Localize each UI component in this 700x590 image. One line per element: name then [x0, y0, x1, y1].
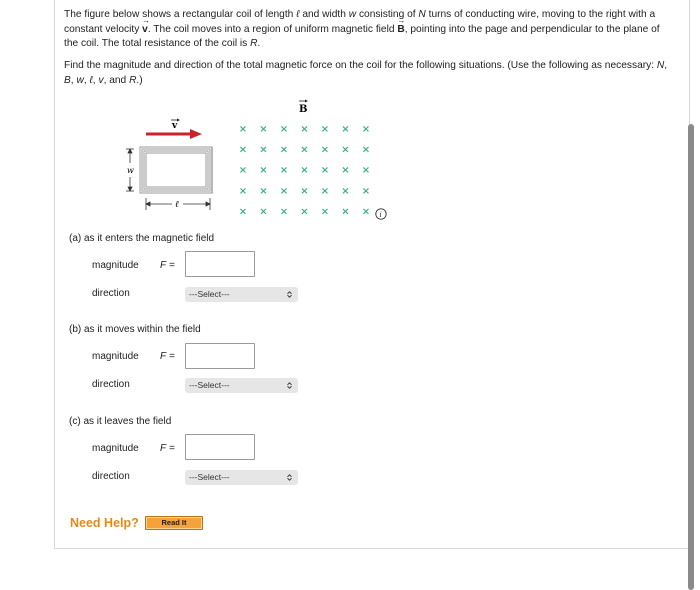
field-cross-mark: × — [361, 124, 371, 135]
part-a-equals-sign: = — [169, 260, 175, 271]
part-c-magnitude-label: magnitude — [92, 443, 139, 454]
math-symbol: w — [76, 74, 84, 86]
part-c-direction-select[interactable] — [185, 470, 298, 485]
vector-symbol: → v — [142, 23, 148, 38]
select-chevron-icon — [286, 291, 293, 298]
field-cross-mark: × — [279, 124, 289, 135]
part-a-direction-value: ---Select--- — [189, 289, 230, 299]
text-run: turns of conducting wire, moving to the right with a constant velocity — [64, 9, 656, 35]
math-symbol: ℓ — [296, 9, 300, 20]
field-cross-mark: × — [238, 185, 248, 197]
field-cross-mark: × — [238, 165, 248, 177]
part-a-direction-select[interactable] — [185, 287, 298, 302]
info-icon-glyph: i — [379, 210, 382, 219]
text-run: and width — [299, 9, 349, 20]
problem-statement — [64, 8, 674, 52]
part-a-direction-label: direction — [92, 288, 130, 299]
text-run: , — [83, 74, 90, 86]
field-cross-mark: × — [300, 206, 309, 218]
part-a-magnitude-label: magnitude — [92, 260, 139, 271]
info-icon[interactable] — [376, 209, 386, 219]
width-label: w — [127, 166, 134, 175]
field-cross-mark: × — [341, 124, 350, 135]
field-cross-mark: × — [300, 185, 309, 197]
scrollbar[interactable] — [688, 124, 694, 590]
field-label: B — [299, 104, 308, 115]
field-cross-mark: × — [259, 206, 268, 218]
part-a-f-symbol: F — [160, 260, 167, 271]
field-cross-mark: × — [361, 144, 371, 156]
math-symbol: B — [64, 74, 71, 86]
text-run: , and — [103, 74, 130, 86]
field-cross-mark: × — [361, 206, 371, 218]
field-cross-mark: × — [341, 185, 350, 197]
text-run: consisting of — [356, 9, 419, 20]
part-a-label: (a) as it enters the magnetic field — [69, 233, 215, 244]
part-c-magnitude-input[interactable] — [185, 434, 255, 460]
math-symbol: w — [348, 9, 357, 20]
field-cross-mark: × — [259, 144, 268, 156]
part-c-equals-sign: = — [169, 443, 175, 454]
field-cross-mark: × — [238, 124, 248, 135]
vector-symbol: → B — [397, 23, 404, 38]
part-b-direction-label: direction — [92, 379, 130, 390]
part-b-magnitude-input[interactable] — [185, 343, 255, 369]
text-run: , — [664, 60, 668, 71]
math-symbol: R — [250, 38, 258, 49]
field-cross-mark: × — [300, 144, 309, 156]
math-symbol: N — [656, 60, 665, 71]
part-c-f-symbol: F — [160, 443, 167, 454]
part-c-label: (c) as it leaves the field — [69, 416, 172, 427]
problem-instructions — [64, 59, 674, 88]
field-cross-mark: × — [259, 185, 268, 197]
text-run: The figure below shows a rectangular coil of length — [64, 9, 297, 20]
read-it-button[interactable]: Read It — [145, 516, 203, 530]
field-cross-mark: × — [300, 165, 309, 177]
part-b-direction-select[interactable] — [185, 378, 298, 393]
part-c-direction-label: direction — [92, 471, 130, 482]
field-cross-mark: × — [279, 165, 289, 177]
field-cross-mark: × — [320, 144, 330, 156]
field-cross-mark: × — [238, 144, 248, 156]
velocity-label: v — [172, 121, 178, 131]
part-a-f-equals — [160, 260, 175, 271]
field-cross-mark: × — [361, 165, 371, 177]
field-cross-mark: × — [300, 124, 309, 135]
field-cross-mark: × — [320, 165, 330, 177]
text-run: Find the magnitude and direction of the total magnetic force on the coil for the following situations. (Use the following as necessary: — [64, 60, 657, 71]
field-cross-mark: × — [279, 144, 289, 156]
field-cross-mark: × — [341, 165, 350, 177]
length-label: ℓ — [175, 200, 179, 210]
field-cross-mark: × — [259, 165, 268, 177]
text-run: . The coil moves into a region of uniform magnetic field — [147, 23, 398, 35]
part-b-direction-value: ---Select--- — [189, 380, 230, 390]
part-a-magnitude-input[interactable] — [185, 251, 255, 277]
math-symbol: N — [418, 9, 426, 20]
field-cross-mark: × — [238, 206, 248, 218]
math-symbol: v — [98, 74, 104, 86]
part-b-magnitude-label: magnitude — [92, 351, 139, 362]
part-b-f-equals — [160, 351, 175, 362]
part-c-direction-value: ---Select--- — [189, 472, 230, 482]
text-run: , — [92, 74, 99, 86]
math-symbol: ℓ — [89, 74, 93, 86]
select-chevron-icon — [286, 382, 293, 389]
text-run: , — [70, 74, 77, 86]
field-cross-mark: × — [279, 206, 289, 218]
text-run: , pointing into the page and perpendicular to the plane of the coil. The total resistance of the coil is — [64, 23, 660, 49]
select-chevron-icon — [286, 474, 293, 481]
field-cross-mark: × — [279, 185, 289, 197]
field-cross-mark: × — [341, 206, 350, 218]
field-cross-mark: × — [320, 124, 330, 135]
text-run: . — [257, 38, 261, 49]
field-cross-mark: × — [320, 185, 330, 197]
field-cross-mark: × — [341, 144, 350, 156]
need-help-label: Need Help? — [70, 516, 139, 530]
field-cross-mark: × — [320, 206, 330, 218]
part-b-equals-sign: = — [169, 351, 175, 362]
field-cross-mark: × — [361, 185, 371, 197]
field-cross-mark: × — [259, 124, 268, 135]
text-run: .) — [136, 74, 143, 86]
part-b-label: (b) as it moves within the field — [69, 324, 201, 335]
part-b-f-symbol: F — [160, 351, 167, 362]
math-symbol: R — [129, 74, 137, 86]
part-c-f-equals — [160, 443, 175, 454]
